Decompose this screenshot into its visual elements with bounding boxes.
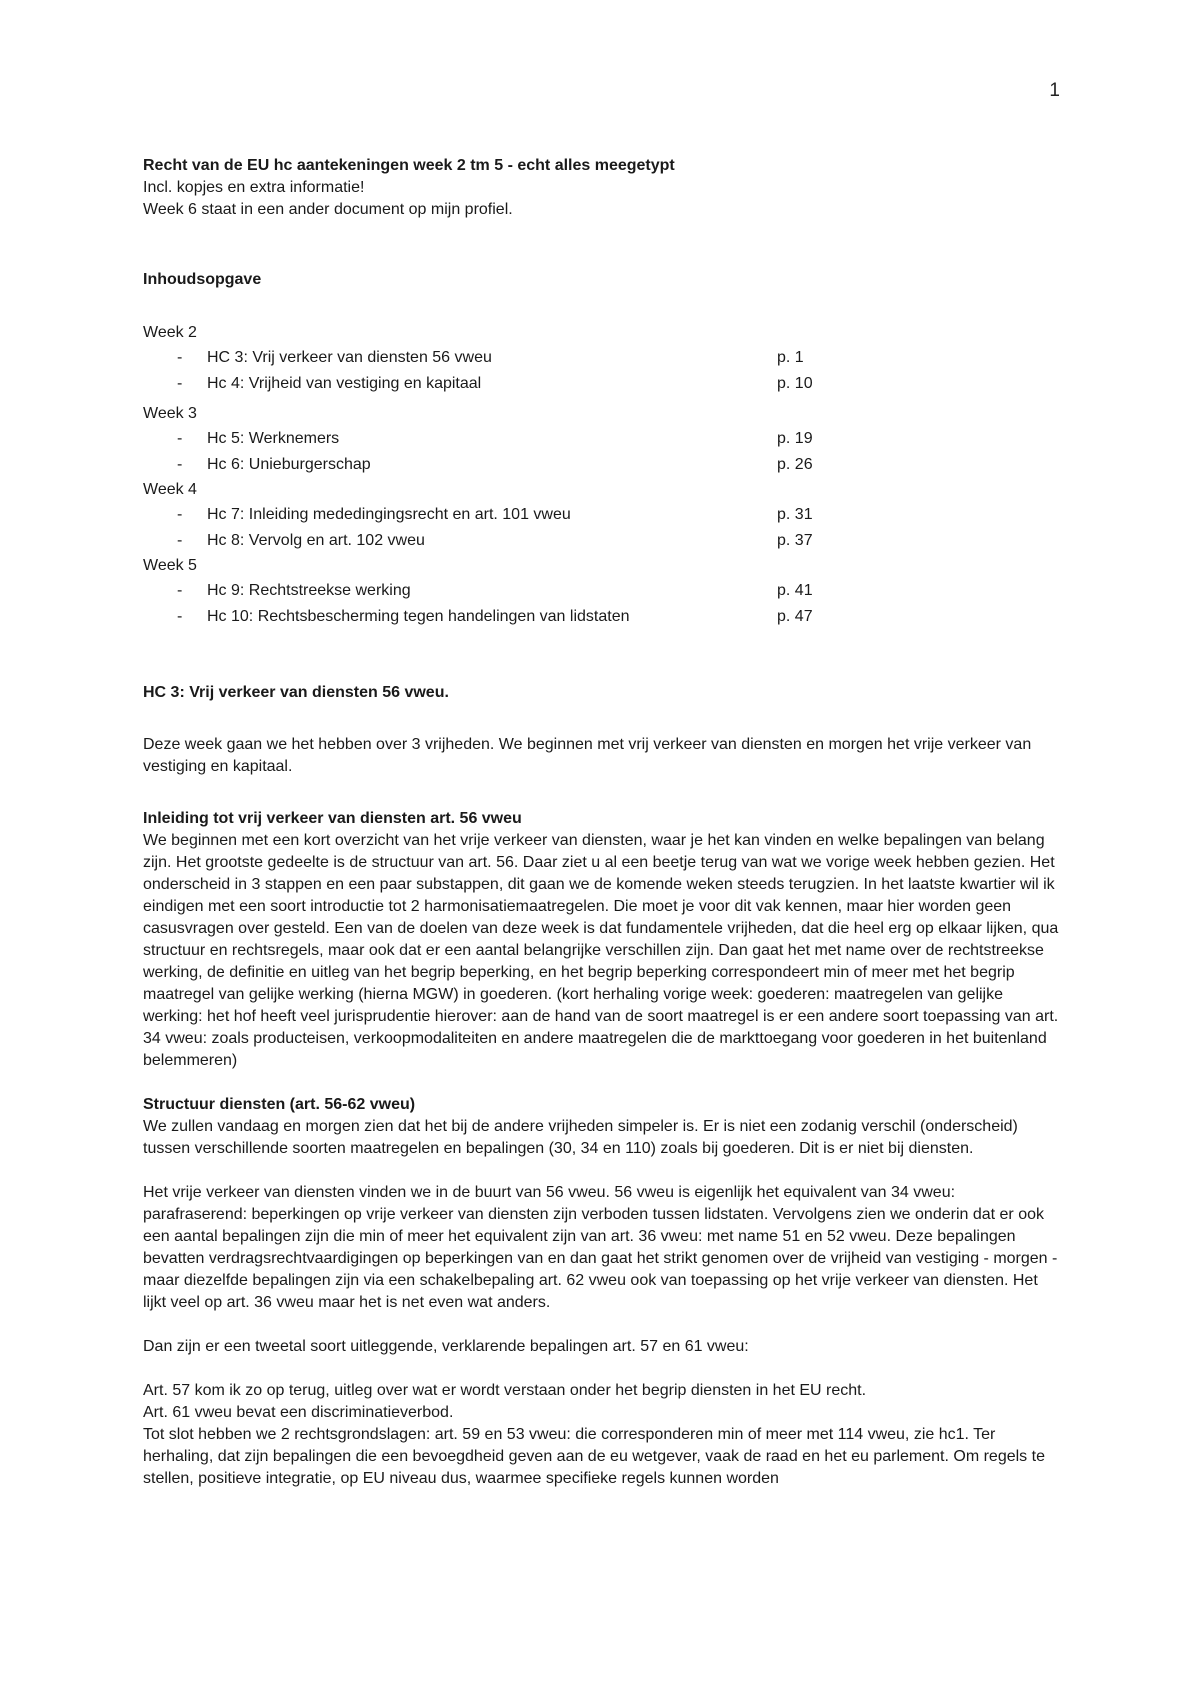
toc-item-page: p. 31 xyxy=(777,506,813,523)
toc-item-page: p. 26 xyxy=(777,456,813,473)
toc-week: Week 5 xyxy=(143,557,197,574)
toc-item-label: Hc 7: Inleiding mededingingsrecht en art. 101 vweu xyxy=(207,506,571,523)
list-dash: - xyxy=(177,349,183,366)
intro-paragraph: Deze week gaan we het hebben over 3 vrijheden. We beginnen met vrij verkeer van diensten en morgen het vrije verkeer van vestiging en kapitaal. xyxy=(143,736,1032,775)
list-dash: - xyxy=(177,532,183,549)
paragraph-line: Art. 57 kom ik zo op terug, uitleg over wat er wordt verstaan onder het begrip diensten in het EU recht. xyxy=(143,1382,867,1399)
toc-item-label: Hc 5: Werknemers xyxy=(207,430,340,447)
toc-item-page: p. 19 xyxy=(777,430,813,447)
section-title: HC 3: Vrij verkeer van diensten 56 vweu. xyxy=(143,684,449,701)
toc-item-label: Hc 8: Vervolg en art. 102 vweu xyxy=(207,532,425,549)
list-dash: - xyxy=(177,582,183,599)
toc-item-label: Hc 4: Vrijheid van vestiging en kapitaal xyxy=(207,375,482,392)
toc-item-label: HC 3: Vrij verkeer van diensten 56 vweu xyxy=(207,349,492,366)
toc-item-label: Hc 9: Rechtstreekse werking xyxy=(207,582,411,599)
toc-item[interactable] xyxy=(143,452,1063,478)
list-dash: - xyxy=(177,456,183,473)
toc-item[interactable] xyxy=(143,371,1063,397)
paragraph: We zullen vandaag en morgen zien dat het bij de andere vrijheden simpeler is. Er is niet een zodanig verschil (onderscheid) tussen verschillende soorten maatregelen en bepalingen (30, 34 en 110) zoals bij goederen. Dit is er niet bij diensten. xyxy=(143,1118,1018,1157)
toc-week: Week 2 xyxy=(143,324,197,341)
toc-week: Week 3 xyxy=(143,405,197,422)
subsection-title: Structuur diensten (art. 56-62 vweu) xyxy=(143,1096,416,1113)
toc-item[interactable] xyxy=(143,604,1063,630)
subsection-intro xyxy=(143,808,1063,1072)
paragraph-line: Tot slot hebben we 2 rechtsgrondslagen: art. 59 en 53 vweu: die corresponderen min of meer met 114 vweu, zie hc1. Ter herhaling, dat zijn bepalingen die een bevoegdheid geven aan de eu wetgever, vaak de raad en het eu parlement. Om regels te stellen, positieve integratie, op EU niveau dus, waarmee specifieke regels kunnen worden xyxy=(143,1426,1045,1487)
list-dash: - xyxy=(177,506,183,523)
subsection-structure xyxy=(143,1094,1063,1160)
document-content xyxy=(143,155,1063,1490)
toc-item-page: p. 41 xyxy=(777,582,813,599)
subtitle-line-1: Incl. kopjes en extra informatie! xyxy=(143,179,365,196)
document-title: Recht van de EU hc aantekeningen week 2 tm 5 - echt alles meegetypt xyxy=(143,157,675,174)
toc-item[interactable] xyxy=(143,502,1063,528)
toc-item[interactable] xyxy=(143,528,1063,554)
paragraph: Dan zijn er een tweetal soort uitleggende, verklarende bepalingen art. 57 en 61 vweu: xyxy=(143,1338,749,1355)
paragraph: We beginnen met een kort overzicht van het vrije verkeer van diensten, waar je het kan vinden en welke bepalingen van belang zijn. Het grootste gedeelte is de structuur van art. 56. Daar ziet u al een beetje terug van wat we vorige week hebben gezien. Het onderscheid in 3 stappen en een paar substappen, dit gaan we de komende weken steeds terugzien. In het laatste kwartier wil ik eindigen met een soort introductie tot 2 harmonisatiemaatregelen. Die moet je voor dit vak kennen, maar hier worden geen casusvragen over gesteld. Een van de doelen van deze week is dat fundamentele vrijheden, dat die heel erg op elkaar lijken, qua structuur en rechtsregels, maar ook dat er een aantal belangrijke verschillen zijn. Dan gaat het met name over de rechtstreekse werking, de definitie en uitleg van het begrip beperking, en het begrip beperking correspondeert min of meer met het begrip maatregel van gelijke werking (hierna MGW) in goederen. (kort herhaling vorige week: goederen: maatregelen van gelijke werking: het hof heeft veel jurisprudentie hierover: aan de hand van de soort maatregel is er een andere soort toepassing van art. 34 vweu: zoals producteisen, verkoopmodaliteiten en andere maatregelen die de markttoegang voor goederen in het buitenland belemmeren) xyxy=(143,832,1059,1069)
subsection-title: Inleiding tot vrij verkeer van diensten art. 56 vweu xyxy=(143,810,522,827)
toc-item-label: Hc 10: Rechtsbescherming tegen handelingen van lidstaten xyxy=(207,608,630,625)
toc-week: Week 4 xyxy=(143,481,197,498)
toc-item[interactable] xyxy=(143,578,1063,604)
toc-item-page: p. 37 xyxy=(777,532,813,549)
list-dash: - xyxy=(177,375,183,392)
list-dash: - xyxy=(177,430,183,447)
table-of-contents xyxy=(143,321,1063,630)
toc-item-page: p. 47 xyxy=(777,608,813,625)
toc-item[interactable] xyxy=(143,345,1063,371)
page-number: 1 xyxy=(1049,80,1060,101)
toc-title: Inhoudsopgave xyxy=(143,271,262,288)
paragraph-line: Art. 61 vweu bevat een discriminatieverbod. xyxy=(143,1404,454,1421)
list-dash: - xyxy=(177,608,183,625)
toc-item[interactable] xyxy=(143,426,1063,452)
paragraph: Het vrije verkeer van diensten vinden we in de buurt van 56 vweu. 56 vweu is eigenlijk het equivalent van 34 vweu: parafraserend: beperkingen op vrije verkeer van diensten zijn verboden tussen lidstaten. Vervolgens zien we onderin dat er ook een aantal bepalingen zijn die min of meer het equivalent zijn van art. 36 vweu: met name 51 en 52 vweu. Deze bepalingen bevatten verdragsrechtvaardigingen op beperkingen van en dan gaat het strikt genomen over de vrijheid van vestiging - morgen - maar diezelfde bepalingen zijn via een schakelbepaling art. 62 vweu ook van toepassing op het vrije verkeer van diensten. Het lijkt veel op art. 36 vweu maar het is net even wat anders. xyxy=(143,1184,1058,1311)
toc-item-label: Hc 6: Unieburgerschap xyxy=(207,456,371,473)
subtitle-line-2: Week 6 staat in een ander document op mijn profiel. xyxy=(143,201,513,218)
toc-item-page: p. 10 xyxy=(777,375,813,392)
toc-item-page: p. 1 xyxy=(777,349,804,366)
paragraph-group xyxy=(143,1380,1063,1490)
